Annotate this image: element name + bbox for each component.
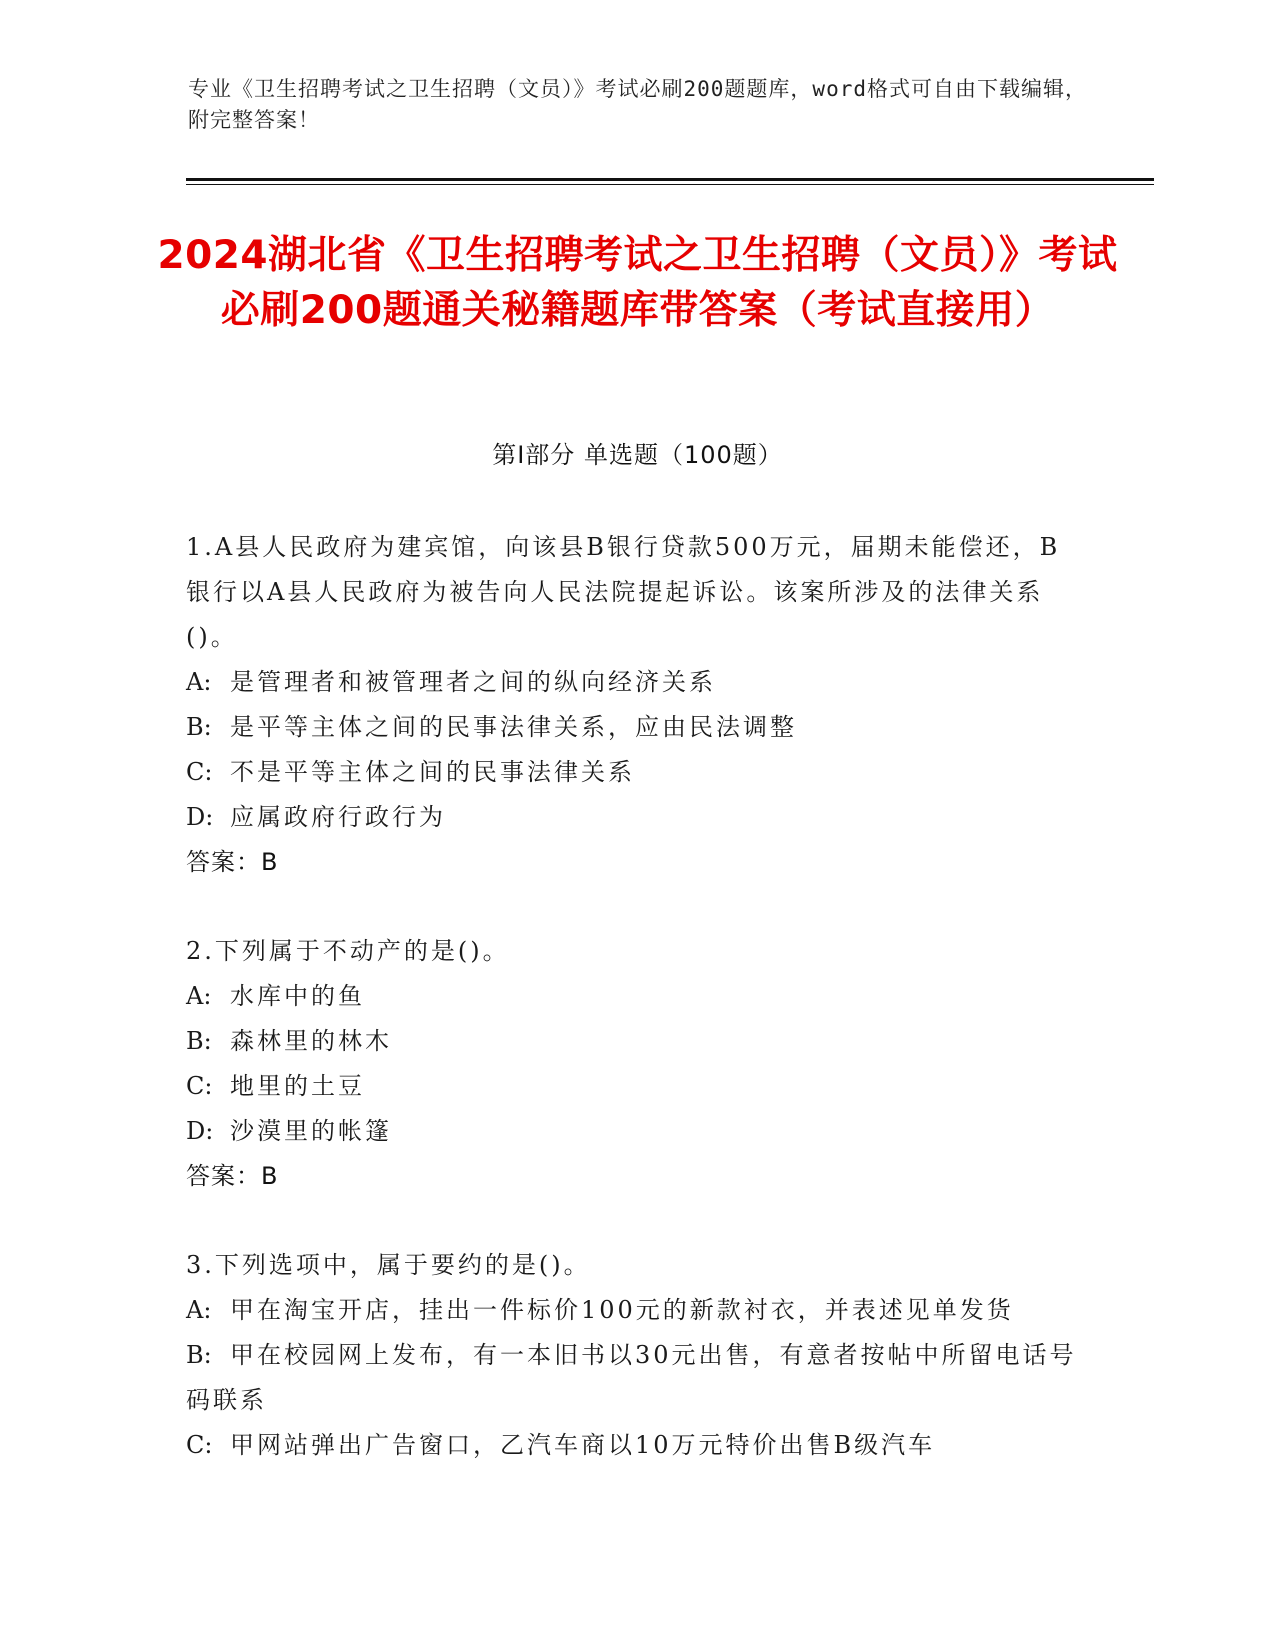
option-text: 水库中的鱼 (230, 982, 365, 1010)
question-2 (186, 929, 1086, 1199)
option-a (186, 1288, 1086, 1333)
option-letter: D: (186, 1117, 214, 1145)
option-letter: B: (186, 1341, 212, 1369)
option-text: 森林里的林木 (230, 1027, 392, 1055)
option-letter: D: (186, 803, 214, 831)
option-text: 地里的土豆 (230, 1072, 365, 1100)
option-b (186, 1333, 1086, 1423)
document-title: 2024湖北省《卫生招聘考试之卫生招聘（文员）》考试必刷200题通关秘籍题库带答案（考试直接用） (157, 233, 1118, 333)
option-letter: A: (186, 668, 212, 696)
answer-line: 答案：B (186, 848, 279, 876)
header-divider-thick (186, 178, 1154, 181)
option-b (186, 705, 1086, 750)
option-text: 沙漠里的帐篷 (230, 1117, 392, 1145)
option-c (186, 750, 1086, 795)
option-a (186, 974, 1086, 1019)
option-text: 甲网站弹出广告窗口，乙汽车商以10万元特价出售B级汽车 (230, 1431, 936, 1459)
option-text: 是平等主体之间的民事法律关系，应由民法调整 (230, 713, 797, 741)
option-d (186, 1109, 1086, 1154)
option-a (186, 660, 1086, 705)
option-d (186, 795, 1086, 840)
option-letter: B: (186, 713, 212, 741)
option-c (186, 1423, 1086, 1468)
question-stem: 3.下列选项中，属于要约的是()。 (186, 1251, 591, 1279)
question-list (186, 525, 1086, 1512)
option-text: 不是平等主体之间的民事法律关系 (230, 758, 635, 786)
header-note: 专业《卫生招聘考试之卫生招聘（文员）》考试必刷200题题库，word格式可自由下载编辑，附完整答案！ (188, 77, 1087, 132)
question-stem: 1.A县人民政府为建宾馆，向该县B银行贷款500万元，届期未能偿还，B银行以A县人民政府为被告向人民法院提起诉讼。该案所涉及的法律关系()。 (186, 533, 1061, 651)
option-letter: C: (186, 758, 213, 786)
option-letter: C: (186, 1431, 213, 1459)
question-3 (186, 1243, 1086, 1468)
option-letter: B: (186, 1027, 212, 1055)
header-divider-thin (186, 184, 1154, 185)
option-b (186, 1019, 1086, 1064)
option-text: 是管理者和被管理者之间的纵向经济关系 (230, 668, 716, 696)
answer-line: 答案：B (186, 1162, 279, 1190)
option-letter: A: (186, 982, 212, 1010)
question-1 (186, 525, 1086, 885)
question-stem: 2.下列属于不动产的是()。 (186, 937, 510, 965)
option-text: 甲在校园网上发布，有一本旧书以30元出售，有意者按帖中所留电话号码联系 (186, 1341, 1077, 1414)
option-c (186, 1064, 1086, 1109)
option-letter: C: (186, 1072, 213, 1100)
option-text: 应属政府行政行为 (230, 803, 446, 831)
option-letter: A: (186, 1296, 212, 1324)
option-text: 甲在淘宝开店，挂出一件标价100元的新款衬衣，并表述见单发货 (230, 1296, 1014, 1324)
section-title: 第Ⅰ部分 单选题（100题） (492, 441, 783, 469)
